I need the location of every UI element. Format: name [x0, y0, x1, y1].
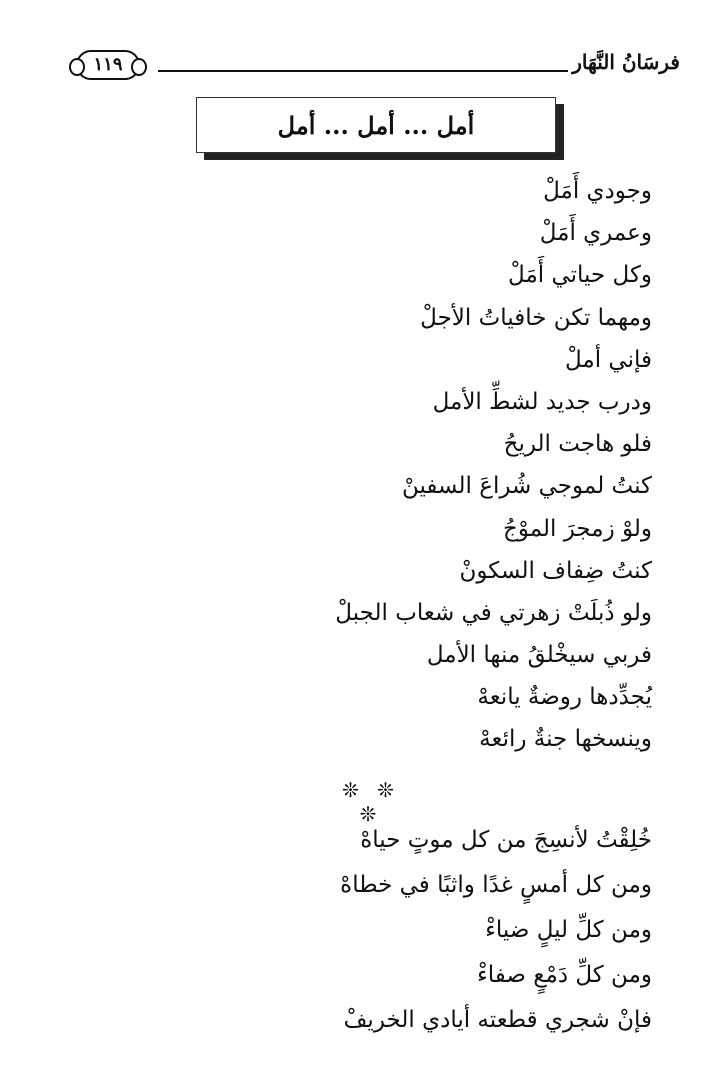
poem-stanza-1 — [92, 170, 652, 761]
poem-line: ودرب جديد لشطِّ الأمل — [432, 388, 652, 415]
poem-line: وكل حياتي أَمَلْ — [508, 262, 652, 289]
book-title: فرسَانُ النَّهَار — [572, 50, 680, 74]
poem-line: فربي سيخْلقُ منها الأمل — [426, 642, 652, 669]
poem-line: ومن كلِّ ليلٍ ضياءْ — [485, 917, 652, 943]
stanza-separator: ❊ ❊ ❊ — [342, 778, 400, 826]
poem-line: وعمري أَمَلْ — [539, 220, 652, 247]
poem-stanza-2 — [92, 818, 652, 1043]
poem-line: ولوْ زمجرَ الموْجُ — [502, 515, 652, 542]
poem-line: يُجدِّدها روضةٌ يانعهْ — [477, 684, 652, 711]
poem-line: ومن كلِّ دَمْعٍ صفاءْ — [476, 962, 652, 988]
poem-line: ولو ذُبلَتْ زهرتي في شعاب الجبلْ — [335, 599, 652, 626]
poem-line: كنتُ لموجي شُراعَ السفينْ — [401, 473, 652, 500]
poem-line: فإنْ شجري قطعته أيادي الخريفْ — [343, 1007, 652, 1033]
poem-line: ومهما تكن خافياتُ الأجلْ — [420, 304, 652, 331]
page-header — [76, 46, 680, 86]
poem-line: فإني أملْ — [564, 346, 652, 373]
page-number: ١١٩ — [76, 50, 140, 80]
section-title: أمل ... أمل ... أمل — [277, 111, 475, 140]
poem-line: وجودي أَمَلْ — [543, 178, 652, 204]
header-rule — [158, 70, 568, 72]
poem-line: وينسخها جنةٌ رائعهْ — [479, 726, 652, 753]
poem-line: فلو هاجت الريحُ — [503, 431, 652, 458]
poem-line: ومن كل أمسٍ غدًا واثبًا في خطاهْ — [340, 872, 652, 898]
poem-line: كنتُ ضِفاف السكونْ — [459, 557, 652, 584]
section-title-box — [196, 97, 556, 153]
poem-line: خُلِقْتُ لأنسِجَ من كل موتٍ حياهْ — [360, 827, 652, 853]
